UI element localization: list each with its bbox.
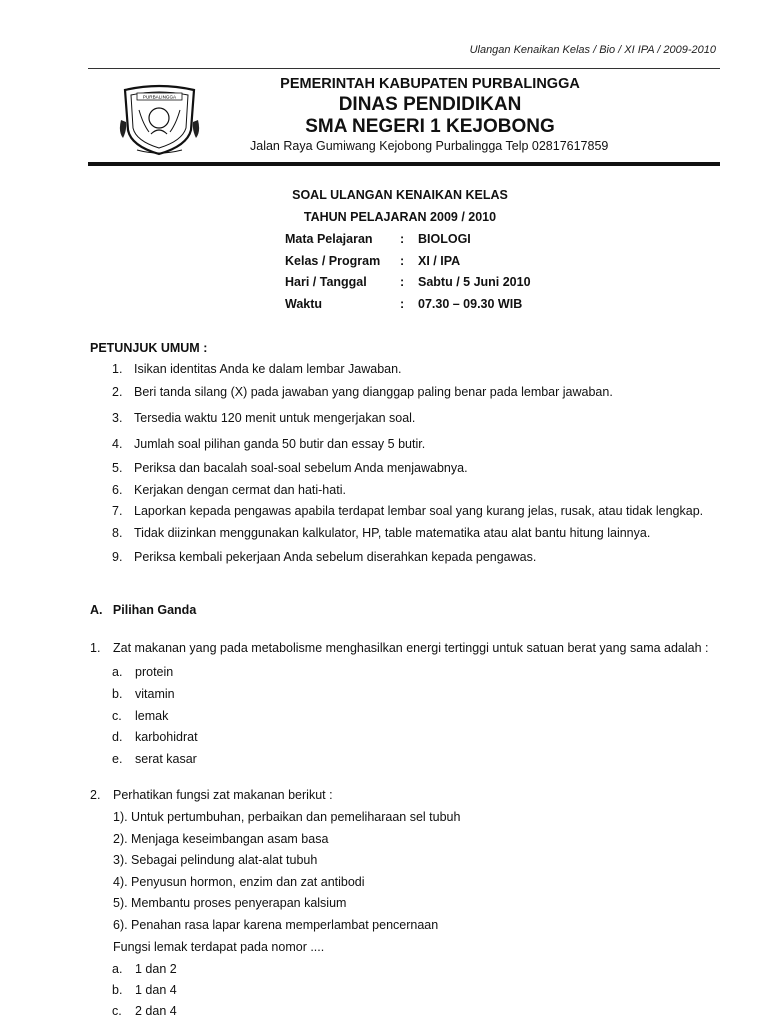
info-label: Waktu (285, 297, 323, 311)
instruction-number: 5. (112, 461, 123, 475)
question-text: Zat makanan yang pada metabolisme menghasilkan energi tertinggi untuk satuan berat yang sama adalah : (113, 641, 709, 655)
option-text: protein (135, 665, 174, 679)
letterhead-department: DINAS PENDIDIKAN (338, 94, 522, 115)
info-colon: : (400, 232, 405, 246)
option-text: 1 dan 2 (135, 962, 177, 976)
statement-item: 1). Untuk pertumbuhan, perbaikan dan pemeliharaan sel tubuh (113, 810, 461, 824)
info-row-class (285, 254, 460, 268)
statement-item: 5). Membantu proses penyerapan kalsium (113, 896, 347, 910)
regency-crest-logo (117, 80, 202, 158)
running-header: Ulangan Kenaikan Kelas / Bio / XI IPA / 2009-2010 (469, 44, 716, 56)
instruction-text: Laporkan kepada pengawas apabila terdapat lembar soal yang kurang jelas, rusak, atau tidak lengkap. (134, 504, 704, 518)
answer-option (112, 709, 168, 723)
question-text: Perhatikan fungsi zat makanan berikut : (113, 788, 333, 802)
answer-option (112, 752, 197, 766)
instruction-item (112, 461, 468, 475)
option-letter: d. (112, 730, 123, 744)
instruction-text: Periksa dan bacalah soal-soal sebelum Anda menjawabnya. (134, 461, 468, 475)
instructions-heading: PETUNJUK UMUM : (90, 341, 208, 355)
instruction-number: 4. (112, 437, 123, 451)
statement-item: 4). Penyusun hormon, enzim dan zat antibodi (113, 875, 365, 889)
option-letter: c. (112, 709, 122, 723)
instruction-item (112, 550, 536, 564)
instruction-number: 6. (112, 483, 123, 497)
info-value: 07.30 – 09.30 WIB (418, 297, 523, 311)
answer-option (112, 687, 175, 701)
option-text: 1 dan 4 (135, 983, 177, 997)
info-label: Hari / Tanggal (285, 275, 367, 289)
instruction-item (112, 411, 415, 425)
question-number: 1. (90, 641, 101, 655)
instruction-item (112, 526, 650, 540)
instruction-number: 9. (112, 550, 123, 564)
exam-year: TAHUN PELAJARAN 2009 / 2010 (303, 210, 497, 224)
option-letter: b. (112, 983, 123, 997)
option-text: 2 dan 4 (135, 1004, 177, 1018)
instruction-text: Tersedia waktu 120 menit untuk mengerjakan soal. (134, 411, 416, 425)
info-value: BIOLOGI (418, 232, 471, 246)
option-letter: a. (112, 962, 123, 976)
option-letter: b. (112, 687, 123, 701)
info-row-subject (285, 232, 471, 246)
option-letter: e. (112, 752, 123, 766)
info-value: Sabtu / 5 Juni 2010 (418, 275, 531, 289)
option-text: vitamin (135, 687, 175, 701)
question-number: 2. (90, 788, 101, 802)
section-a-heading: A. Pilihan Ganda (90, 603, 197, 617)
instruction-number: 2. (112, 385, 123, 399)
answer-option (112, 730, 198, 744)
info-colon: : (400, 254, 405, 268)
info-colon: : (400, 275, 405, 289)
info-row-time (285, 297, 522, 311)
answer-option (112, 962, 177, 976)
letterhead-address: Jalan Raya Gumiwang Kejobong Purbalingga Telp 02817617859 (250, 139, 609, 153)
instruction-text: Jumlah soal pilihan ganda 50 butir dan essay 5 butir. (134, 437, 426, 451)
statement-item: 6). Penahan rasa lapar karena memperlambat pencernaan (113, 918, 439, 932)
question-1 (90, 641, 709, 655)
answer-option (112, 665, 173, 679)
letterhead-government: PEMERINTAH KABUPATEN PURBALINGGA (280, 76, 580, 92)
statement-item: 3). Sebagai pelindung alat-alat tubuh (113, 853, 318, 867)
info-value: XI / IPA (418, 254, 461, 268)
instruction-number: 8. (112, 526, 123, 540)
question-prompt: Fungsi lemak terdapat pada nomor .... (113, 940, 325, 954)
answer-option (112, 983, 177, 997)
option-text: lemak (135, 709, 169, 723)
instruction-text: Periksa kembali pekerjaan Anda sebelum diserahkan kepada pengawas. (134, 550, 537, 564)
option-letter: c. (112, 1004, 122, 1018)
info-label: Mata Pelajaran (285, 232, 373, 246)
instruction-text: Kerjakan dengan cermat dan hati-hati. (134, 483, 346, 497)
instruction-text: Isikan identitas Anda ke dalam lembar Jawaban. (134, 362, 402, 376)
info-label: Kelas / Program (285, 254, 381, 268)
svg-text:PURBALINGGA: PURBALINGGA (142, 94, 177, 100)
instruction-number: 3. (112, 411, 123, 425)
letterhead-rule (88, 162, 720, 166)
statement-item: 2). Menjaga keseimbangan asam basa (113, 832, 329, 846)
instruction-item (112, 437, 425, 451)
option-letter: a. (112, 665, 123, 679)
option-text: serat kasar (135, 752, 197, 766)
exam-title: SOAL ULANGAN KENAIKAN KELAS (292, 188, 508, 202)
question-2 (90, 788, 333, 802)
instruction-text: Tidak diizinkan menggunakan kalkulator, HP, table matematika atau alat bantu hitung lainnya. (134, 526, 651, 540)
answer-option (112, 1004, 177, 1018)
instruction-item (112, 483, 346, 497)
info-row-date (285, 275, 531, 289)
instruction-number: 7. (112, 504, 123, 518)
instruction-item (112, 504, 703, 518)
header-rule (88, 68, 720, 69)
letterhead-school: SMA NEGERI 1 KEJOBONG (305, 116, 555, 137)
instruction-text: Beri tanda silang (X) pada jawaban yang dianggap paling benar pada lembar jawaban. (134, 385, 613, 399)
option-text: karbohidrat (135, 730, 198, 744)
instruction-item (112, 362, 402, 376)
instruction-item (112, 385, 613, 399)
info-colon: : (400, 297, 405, 311)
instruction-number: 1. (112, 362, 123, 376)
